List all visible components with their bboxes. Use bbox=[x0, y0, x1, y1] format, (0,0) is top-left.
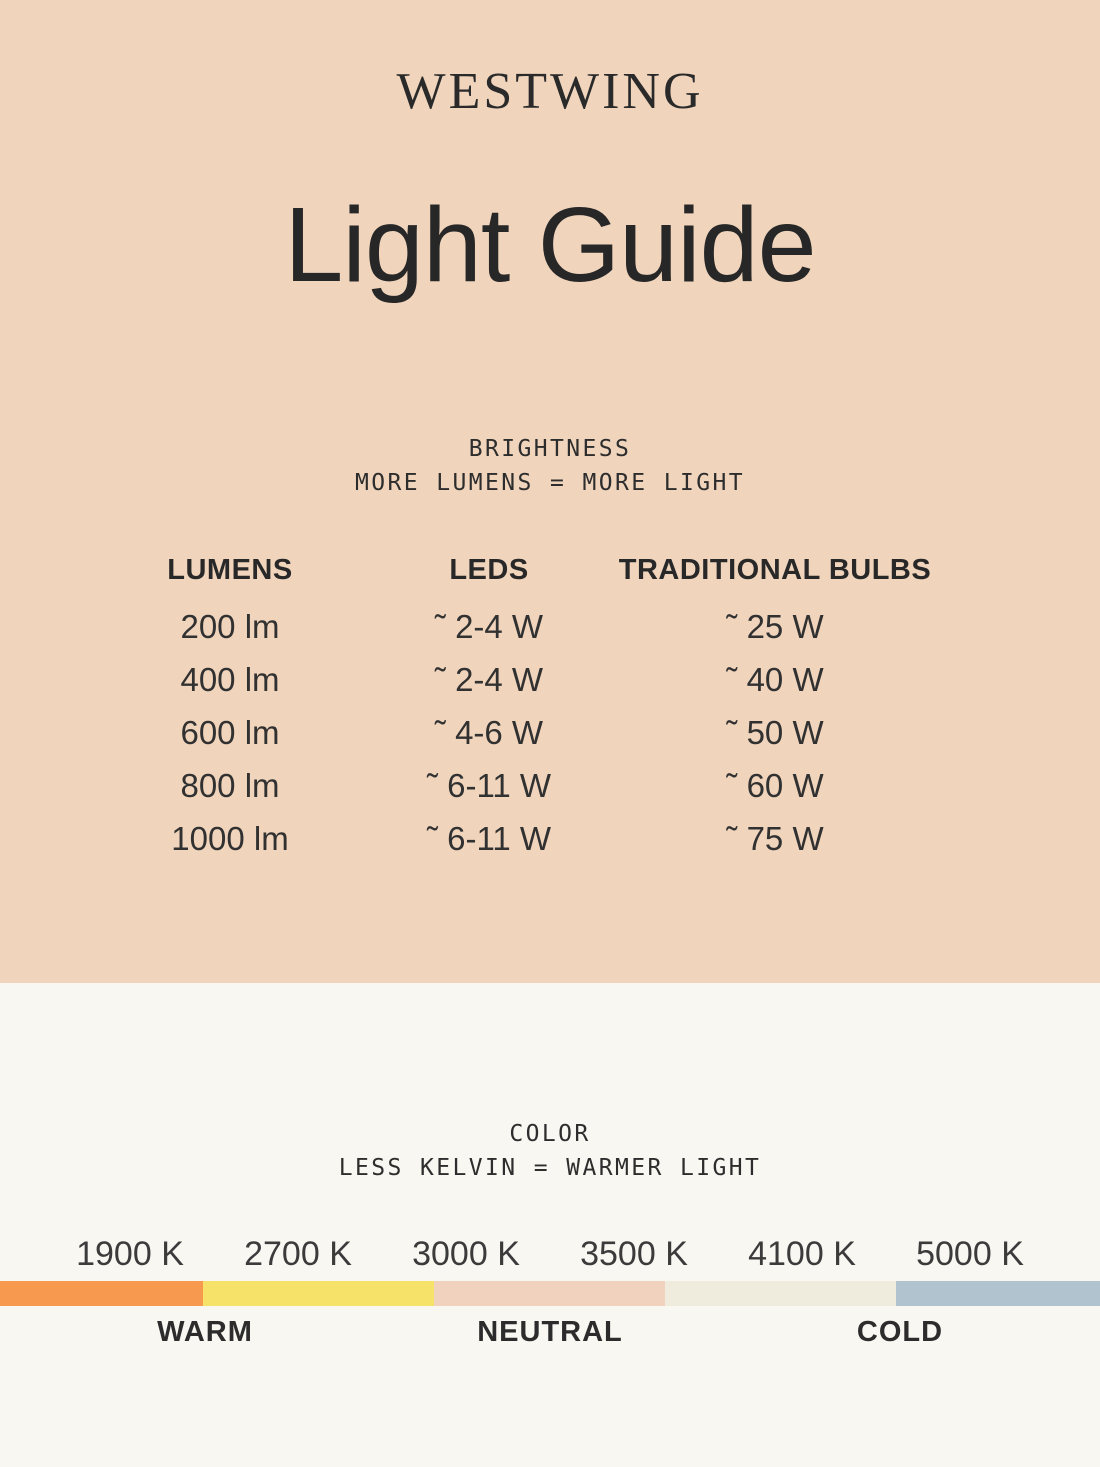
brightness-heading: BRIGHTNESS bbox=[468, 436, 632, 462]
bulbs-cell: ˜ 40 W bbox=[726, 661, 824, 698]
color-heading: COLOR bbox=[509, 1121, 591, 1147]
color-section bbox=[0, 983, 1100, 1467]
table-header-leds: LEDS bbox=[449, 554, 529, 586]
brand-logo: WESTWING bbox=[396, 63, 704, 120]
leds-cell: ˜ 6-11 W bbox=[426, 820, 552, 857]
bulbs-cell: ˜ 25 W bbox=[726, 608, 824, 645]
scale-segment-warm-orange bbox=[0, 1281, 203, 1306]
scale-segment-cold-blue bbox=[896, 1281, 1100, 1306]
kelvin-scale-labels bbox=[46, 1234, 1054, 1274]
leds-cell: ˜ 4-6 W bbox=[434, 714, 544, 751]
scale-segment-warm-yellow bbox=[203, 1281, 434, 1306]
kelvin-label-3500: 3500 K bbox=[580, 1235, 688, 1273]
bulbs-cell: ˜ 60 W bbox=[726, 767, 824, 804]
scale-segment-neutral-cream bbox=[665, 1281, 896, 1306]
leds-cell: ˜ 6-11 W bbox=[426, 767, 552, 804]
kelvin-label-1900: 1900 K bbox=[76, 1235, 184, 1273]
lumens-cell: 400 lm bbox=[180, 661, 280, 698]
table-header-traditional-bulbs: TRADITIONAL BULBS bbox=[618, 554, 932, 586]
lumens-cell: 600 lm bbox=[180, 714, 280, 751]
leds-cell: ˜ 2-4 W bbox=[434, 608, 544, 645]
scale-segment-neutral-peach bbox=[434, 1281, 665, 1306]
lumens-cell: 1000 lm bbox=[171, 820, 289, 857]
bulbs-cell: ˜ 50 W bbox=[726, 714, 824, 751]
leds-cell: ˜ 2-4 W bbox=[434, 661, 544, 698]
kelvin-label-2700: 2700 K bbox=[244, 1235, 352, 1273]
page-title: Light Guide bbox=[284, 186, 816, 304]
table-header-spacer bbox=[60, 588, 972, 600]
color-subheading: LESS KELVIN = WARMER LIGHT bbox=[338, 1155, 762, 1181]
temperature-labels bbox=[0, 1314, 1100, 1374]
brightness-subheading: MORE LUMENS = MORE LIGHT bbox=[355, 470, 745, 496]
bulbs-cell: ˜ 75 W bbox=[726, 820, 824, 857]
kelvin-label-4100: 4100 K bbox=[748, 1235, 856, 1273]
lumens-cell: 800 lm bbox=[180, 767, 280, 804]
color-temperature-scale-bar bbox=[0, 1281, 1100, 1306]
lumens-conversion-table bbox=[60, 552, 972, 865]
brightness-heading-block bbox=[0, 432, 1100, 500]
color-heading-block bbox=[0, 983, 1100, 1185]
neutral-label: NEUTRAL bbox=[477, 1316, 623, 1348]
kelvin-label-3000: 3000 K bbox=[412, 1235, 520, 1273]
lumens-cell: 200 lm bbox=[180, 608, 280, 645]
cold-label: COLD bbox=[856, 1316, 944, 1348]
kelvin-label-5000: 5000 K bbox=[916, 1235, 1024, 1273]
warm-label: WARM bbox=[157, 1316, 253, 1348]
table-header-lumens: LUMENS bbox=[167, 554, 293, 586]
